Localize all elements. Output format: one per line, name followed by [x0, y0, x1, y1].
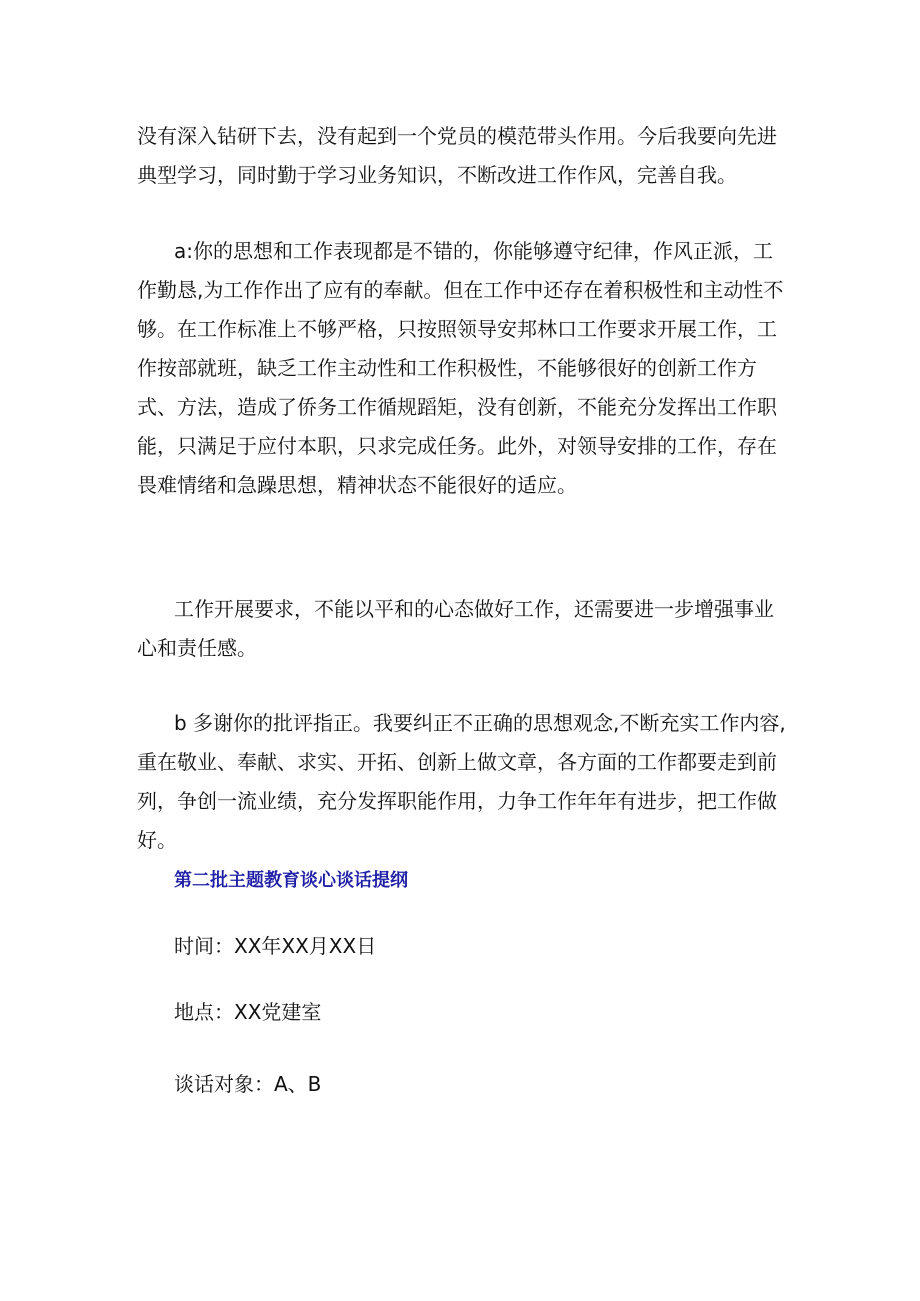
section-heading: 第二批主题教育谈心谈话提纲	[174, 870, 408, 891]
meta-place: 地点：XX党建室	[174, 1000, 322, 1024]
paragraph-comment-a: a:你的思想和工作表现都是不错的，你能够遵守纪律，作风正派，工作勤恳,为工作作出了应有的奉献。但在工作中还存在着积极性和主动性不够。在工作标准上不够严格，只按照领导安邦林口工作要求开展工作，工作按部就班，缺乏工作主动性和工作积极性，不能够很好的创新工作方式、方法，造成了侨务工作循规蹈矩，没有创新，不能充分发挥出工作职能，只满足于应付本职，只求完成任务。此外，对领导安排的工作，存在畏难情绪和急躁思想，精神状态不能很好的适应。	[137, 239, 784, 497]
paragraph-continuation: 没有深入钻研下去，没有起到一个党员的模范带头作用。今后我要向先进典型学习，同时勤于学习业务知识，不断改进工作作风，完善自我。	[137, 124, 777, 187]
meta-subjects: 谈话对象：A、B	[174, 1072, 322, 1096]
paragraph-work-requirement: 工作开展要求，不能以平和的心态做好工作，还需要进一步增强事业心和责任感。	[137, 597, 774, 660]
meta-time: 时间：XX年XX月XX日	[174, 934, 377, 958]
paragraph-reply-b: b 多谢你的批评指正。我要纠正不正确的思想观念,不断充实工作内容,重在敬业、奉献、求实、开拓、创新上做文章，各方面的工作都要走到前列，争创一流业绩，充分发挥职能作用，力争工作年年有进步，把工作做好。	[137, 711, 786, 852]
